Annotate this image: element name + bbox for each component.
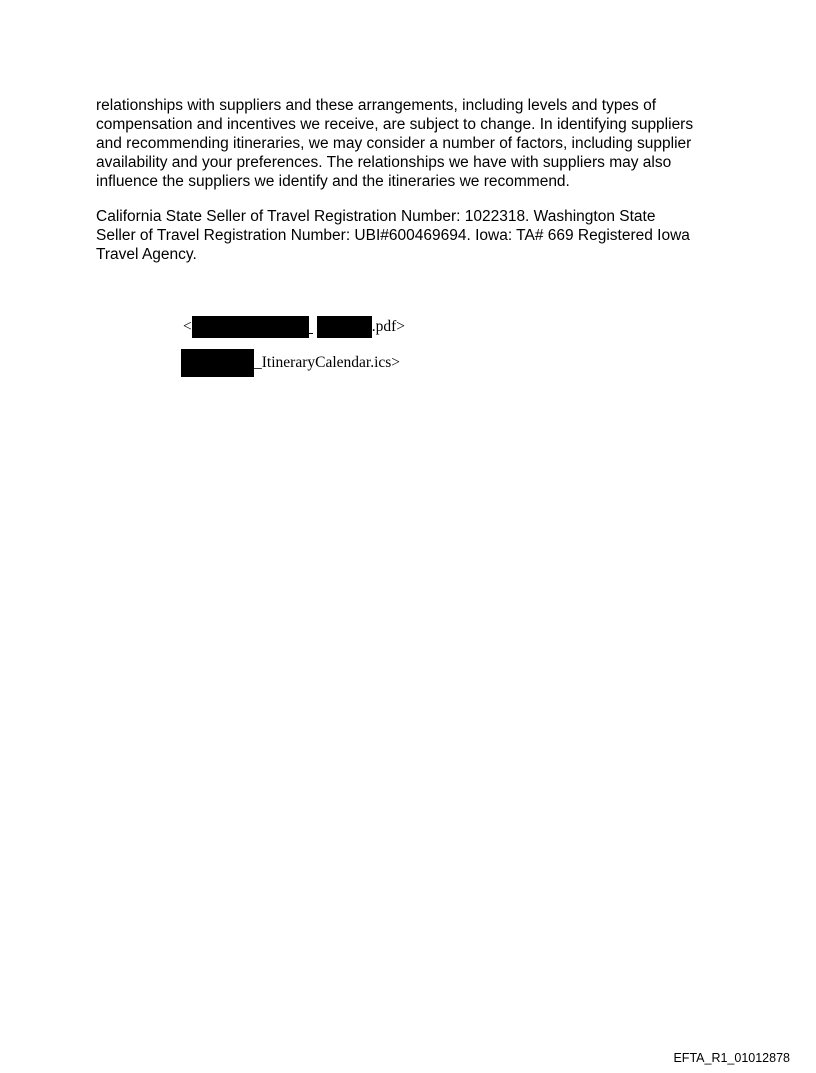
paragraph-line: California State Seller of Travel Registration Number: 1022318. Washington State [96,208,656,225]
paragraph-line: Seller of Travel Registration Number: UBI#600469694. Iowa: TA# 669 Registered Iowa [96,227,690,244]
paragraph-registration-numbers [96,207,736,264]
paragraph-line: influence the suppliers we identify and the itineraries we recommend. [96,173,570,190]
paragraph-line: compensation and incentives we receive, are subject to change. In identifying suppliers [96,116,694,133]
filename-dash [309,333,313,334]
attachment-suffix: _ItineraryCalendar.ics> [254,354,401,371]
redaction-box [181,349,254,377]
attachment-prefix: < [183,318,192,335]
paragraph-line: availability and your preferences. The relationships we have with suppliers may also [96,154,672,171]
redaction-box [192,316,309,338]
paragraph-supplier-relationships [96,96,736,191]
document-id-footer: EFTA_R1_01012878 [673,1051,790,1065]
paragraph-line: relationships with suppliers and these arrangements, including levels and types of [96,97,657,114]
attachment-pdf[interactable] [183,316,405,338]
redaction-box [317,316,372,338]
attachment-suffix: .pdf> [371,318,406,335]
attachment-ics[interactable] [181,349,400,377]
paragraph-line: and recommending itineraries, we may consider a number of factors, including supplier [96,135,692,152]
paragraph-line: Travel Agency. [96,246,197,263]
